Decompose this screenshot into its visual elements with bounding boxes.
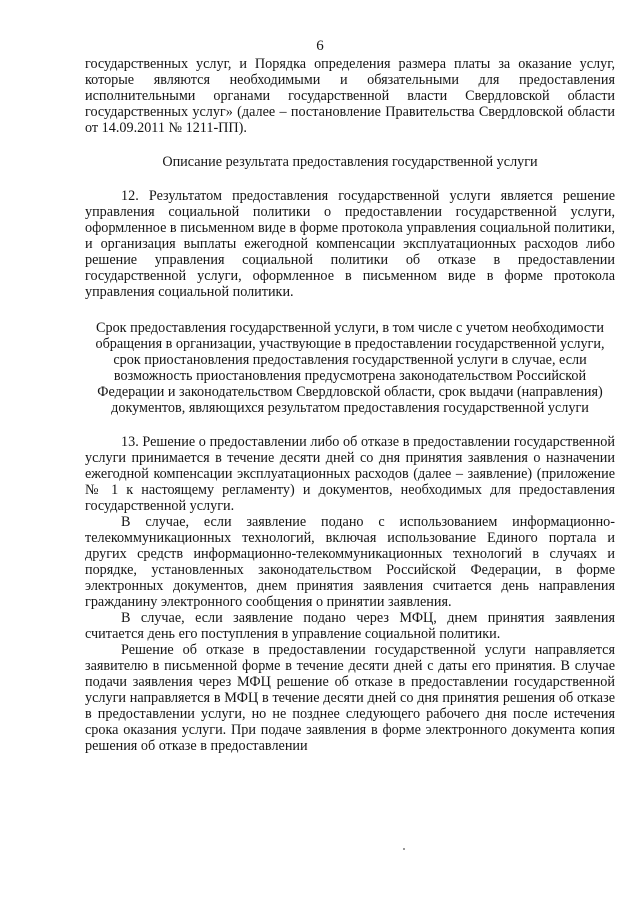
paragraph-12: 12. Результатом предоставления государственной услуги является решение управления социальной политики о предоставлении государственной услуги, оформленное в письменном виде в форме протокола управления социальной политики, и организация выплаты ежегодной компенсации эксплуатационных расходов либо решение управления социальной политики об отказе в предоставлении государственной услуги, оформленное в письменном виде в форме протокола управления социальной политики. [85,188,615,300]
paragraph-electronic: В случае, если заявление подано с использованием информационно-телекоммуникационных технологий, включая использование Единого портала и других средств информационно-телекоммуникационных технологий в случаях и порядке, установленных законодательством Российской Федерации, в форме электронных документов, днем принятия заявления считается день направления гражданину электронного сообщения о принятии заявления. [85,514,615,610]
paragraph-refusal: Решение об отказе в предоставлении государственной услуги направляется заявителю в письменной форме в течение десяти дней с даты его принятия. В случае подачи заявления через МФЦ решение об отказе в предоставлении государственной услуги направляется в МФЦ в течение десяти дней со дня принятия решения об отказе в предоставлении услуги, но не позднее следующего рабочего дня после истечения срока оказания услуги. При подаче заявления в форме электронного документа копия решения об отказе в предоставлении [85,642,615,754]
section-heading-term: Срок предоставления государственной услуги, в том числе с учетом необходимости обращения в организации, участвующие в предоставлении государственной услуги, срок приостановления предоставления государственной услуги в случае, если возможность приостановления предусмотрена законодательством Российской Федерации и законодательством Свердловской области, срок выдачи (направления) документов, являющихся результатом предоставления государственной услуги [95,320,605,416]
intro-paragraph: государственных услуг, и Порядка определения размера платы за оказание услуг, которые являются необходимыми и обязательными для предоставления исполнительными органами государственной власти Свердловской области государственных услуг» (далее – постановление Правительства Свердловской области от 14.09.2011 № 1211-ПП). [85,56,615,136]
scan-artifact [403,848,405,850]
document-body [85,56,615,754]
paragraph-mfc: В случае, если заявление подано через МФЦ, днем принятия заявления считается день его поступления в управление социальной политики. [85,610,615,642]
page-number: 6 [316,38,324,54]
paragraph-13: 13. Решение о предоставлении либо об отказе в предоставлении государственной услуги принимается в течение десяти дней со дня принятия заявления о назначении ежегодной компенсации эксплуатационных расходов (далее – заявление) (приложение № 1 к настоящему регламенту) и документов, необходимых для предоставления государственной услуги. [85,434,615,514]
section-heading-result: Описание результата предоставления государственной услуги [162,154,538,170]
